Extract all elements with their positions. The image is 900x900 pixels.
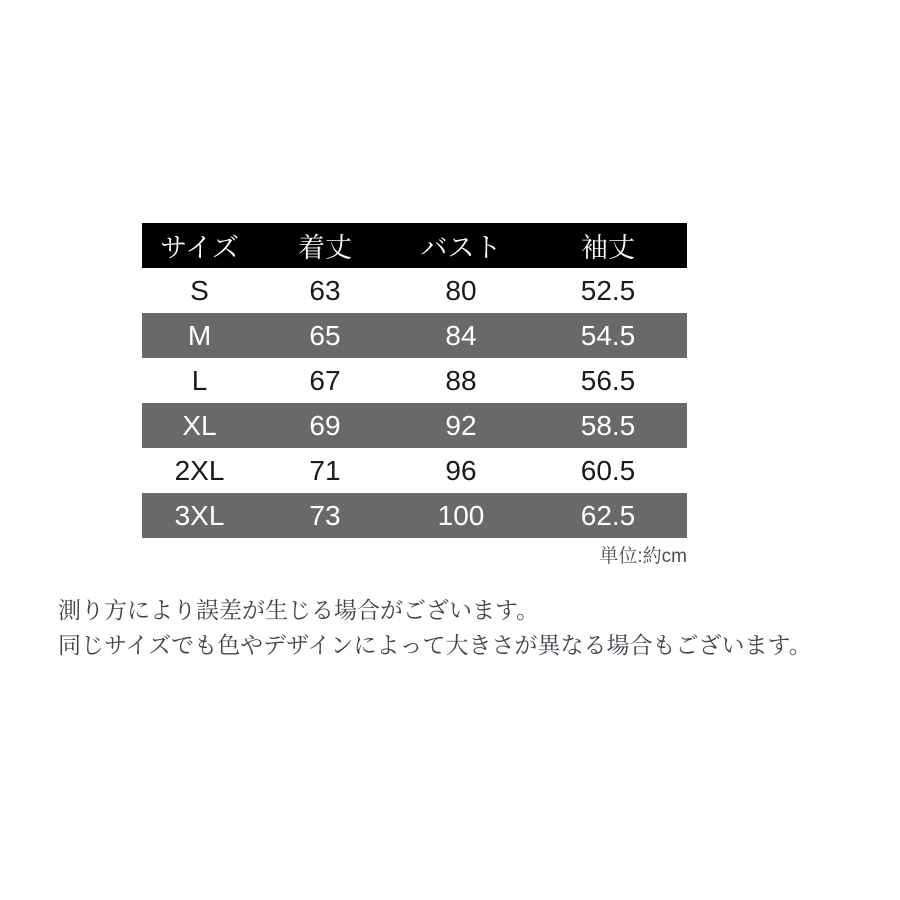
value-cell: 62.5 [529, 493, 687, 538]
column-header-size: サイズ [142, 223, 257, 268]
value-cell: 54.5 [529, 313, 687, 358]
size-cell: L [142, 358, 257, 403]
value-cell: 73 [257, 493, 393, 538]
table-row [142, 268, 687, 313]
notes [58, 593, 812, 663]
table-row [142, 358, 687, 403]
unit-note: 単位:約cm [599, 546, 687, 567]
column-header-sleeve: 袖丈 [529, 223, 687, 268]
column-header-bust: バスト [393, 223, 529, 268]
table-body [142, 268, 687, 538]
header-row [142, 223, 687, 268]
table-row [142, 403, 687, 448]
value-cell: 71 [257, 448, 393, 493]
value-cell: 63 [257, 268, 393, 313]
value-cell: 58.5 [529, 403, 687, 448]
value-cell: 69 [257, 403, 393, 448]
size-cell: S [142, 268, 257, 313]
size-cell: M [142, 313, 257, 358]
value-cell: 84 [393, 313, 529, 358]
value-cell: 52.5 [529, 268, 687, 313]
value-cell: 96 [393, 448, 529, 493]
value-cell: 65 [257, 313, 393, 358]
value-cell: 80 [393, 268, 529, 313]
value-cell: 60.5 [529, 448, 687, 493]
value-cell: 67 [257, 358, 393, 403]
value-cell: 100 [393, 493, 529, 538]
table-row [142, 313, 687, 358]
size-cell: 2XL [142, 448, 257, 493]
value-cell: 56.5 [529, 358, 687, 403]
note-line-1: 測り方により誤差が生じる場合がございます。 [58, 597, 540, 623]
note-line-2: 同じサイズでも色やデザインによって大きさが異なる場合もございます。 [58, 632, 812, 658]
table-row [142, 493, 687, 538]
size-cell: 3XL [142, 493, 257, 538]
size-chart-table [142, 223, 687, 538]
size-cell: XL [142, 403, 257, 448]
value-cell: 88 [393, 358, 529, 403]
value-cell: 92 [393, 403, 529, 448]
table-row [142, 448, 687, 493]
column-header-length: 着丈 [257, 223, 393, 268]
